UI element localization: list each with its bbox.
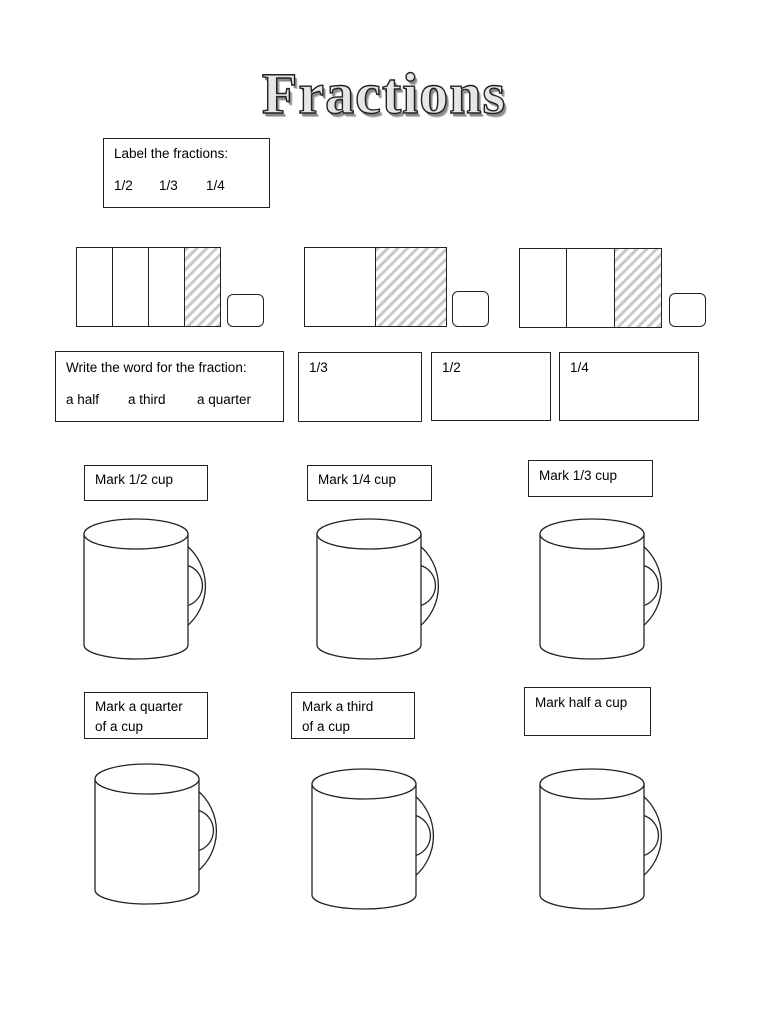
label-fractions-box xyxy=(103,138,270,208)
bar-segment-shaded xyxy=(376,248,446,326)
bar-segment-shaded xyxy=(615,249,661,327)
word-answer-box-half[interactable] xyxy=(431,352,551,421)
bar-segment-shaded xyxy=(185,248,220,326)
label-option-quarter: 1/4 xyxy=(206,178,225,193)
bar-segment xyxy=(149,248,185,326)
cup-label-quarter xyxy=(307,465,432,501)
word-answer-label: 1/3 xyxy=(309,360,328,375)
cup-label-text: Mark 1/3 cup xyxy=(539,468,618,483)
cup-label-line-1: Mark half a cup xyxy=(535,695,628,710)
cup-label-line-1: Mark a third xyxy=(302,699,374,714)
cup-label-half xyxy=(84,465,208,501)
cup-label-text: Mark 1/4 cup xyxy=(318,472,397,487)
fraction-bar-halves xyxy=(304,247,447,327)
fraction-answer-box-3[interactable] xyxy=(669,293,706,327)
bar-segment xyxy=(567,249,614,327)
label-option-third: 1/3 xyxy=(159,178,178,193)
word-answer-label: 1/4 xyxy=(570,360,589,375)
mug-3[interactable] xyxy=(538,515,698,675)
word-answer-label: 1/2 xyxy=(442,360,461,375)
label-option-half: 1/2 xyxy=(114,178,133,193)
cup-label-half-a-cup xyxy=(524,687,651,736)
fraction-bar-quarters xyxy=(76,247,221,327)
write-word-box xyxy=(55,351,284,422)
mug-5[interactable] xyxy=(310,765,470,925)
cup-label-line-2: of a cup xyxy=(302,719,351,734)
word-option-half: a half xyxy=(66,392,100,407)
cup-label-a-quarter xyxy=(84,692,208,739)
worksheet-title: Fractions xyxy=(261,61,507,126)
mug-2[interactable] xyxy=(315,515,475,675)
bar-segment xyxy=(305,248,376,326)
word-answer-box-third[interactable] xyxy=(298,352,422,422)
fraction-answer-box-1[interactable] xyxy=(227,294,264,327)
mug-1[interactable] xyxy=(82,515,242,675)
cup-label-line-2: of a cup xyxy=(95,719,144,734)
bar-segment xyxy=(520,249,567,327)
fraction-answer-box-2[interactable] xyxy=(452,291,489,327)
write-word-heading: Write the word for the fraction: xyxy=(66,360,247,375)
bar-segment xyxy=(113,248,149,326)
cup-label-third xyxy=(528,460,653,497)
cup-label-text: Mark 1/2 cup xyxy=(95,472,174,487)
cup-label-a-third xyxy=(291,692,415,739)
word-answer-box-quarter[interactable] xyxy=(559,352,699,421)
bar-segment xyxy=(77,248,113,326)
word-option-quarter: a quarter xyxy=(197,392,252,407)
mug-4[interactable] xyxy=(93,760,253,920)
label-fractions-heading: Label the fractions: xyxy=(114,146,229,161)
mug-6[interactable] xyxy=(538,765,698,925)
fraction-bar-thirds xyxy=(519,248,662,328)
cup-label-line-1: Mark a quarter xyxy=(95,699,183,714)
word-option-third: a third xyxy=(128,392,166,407)
